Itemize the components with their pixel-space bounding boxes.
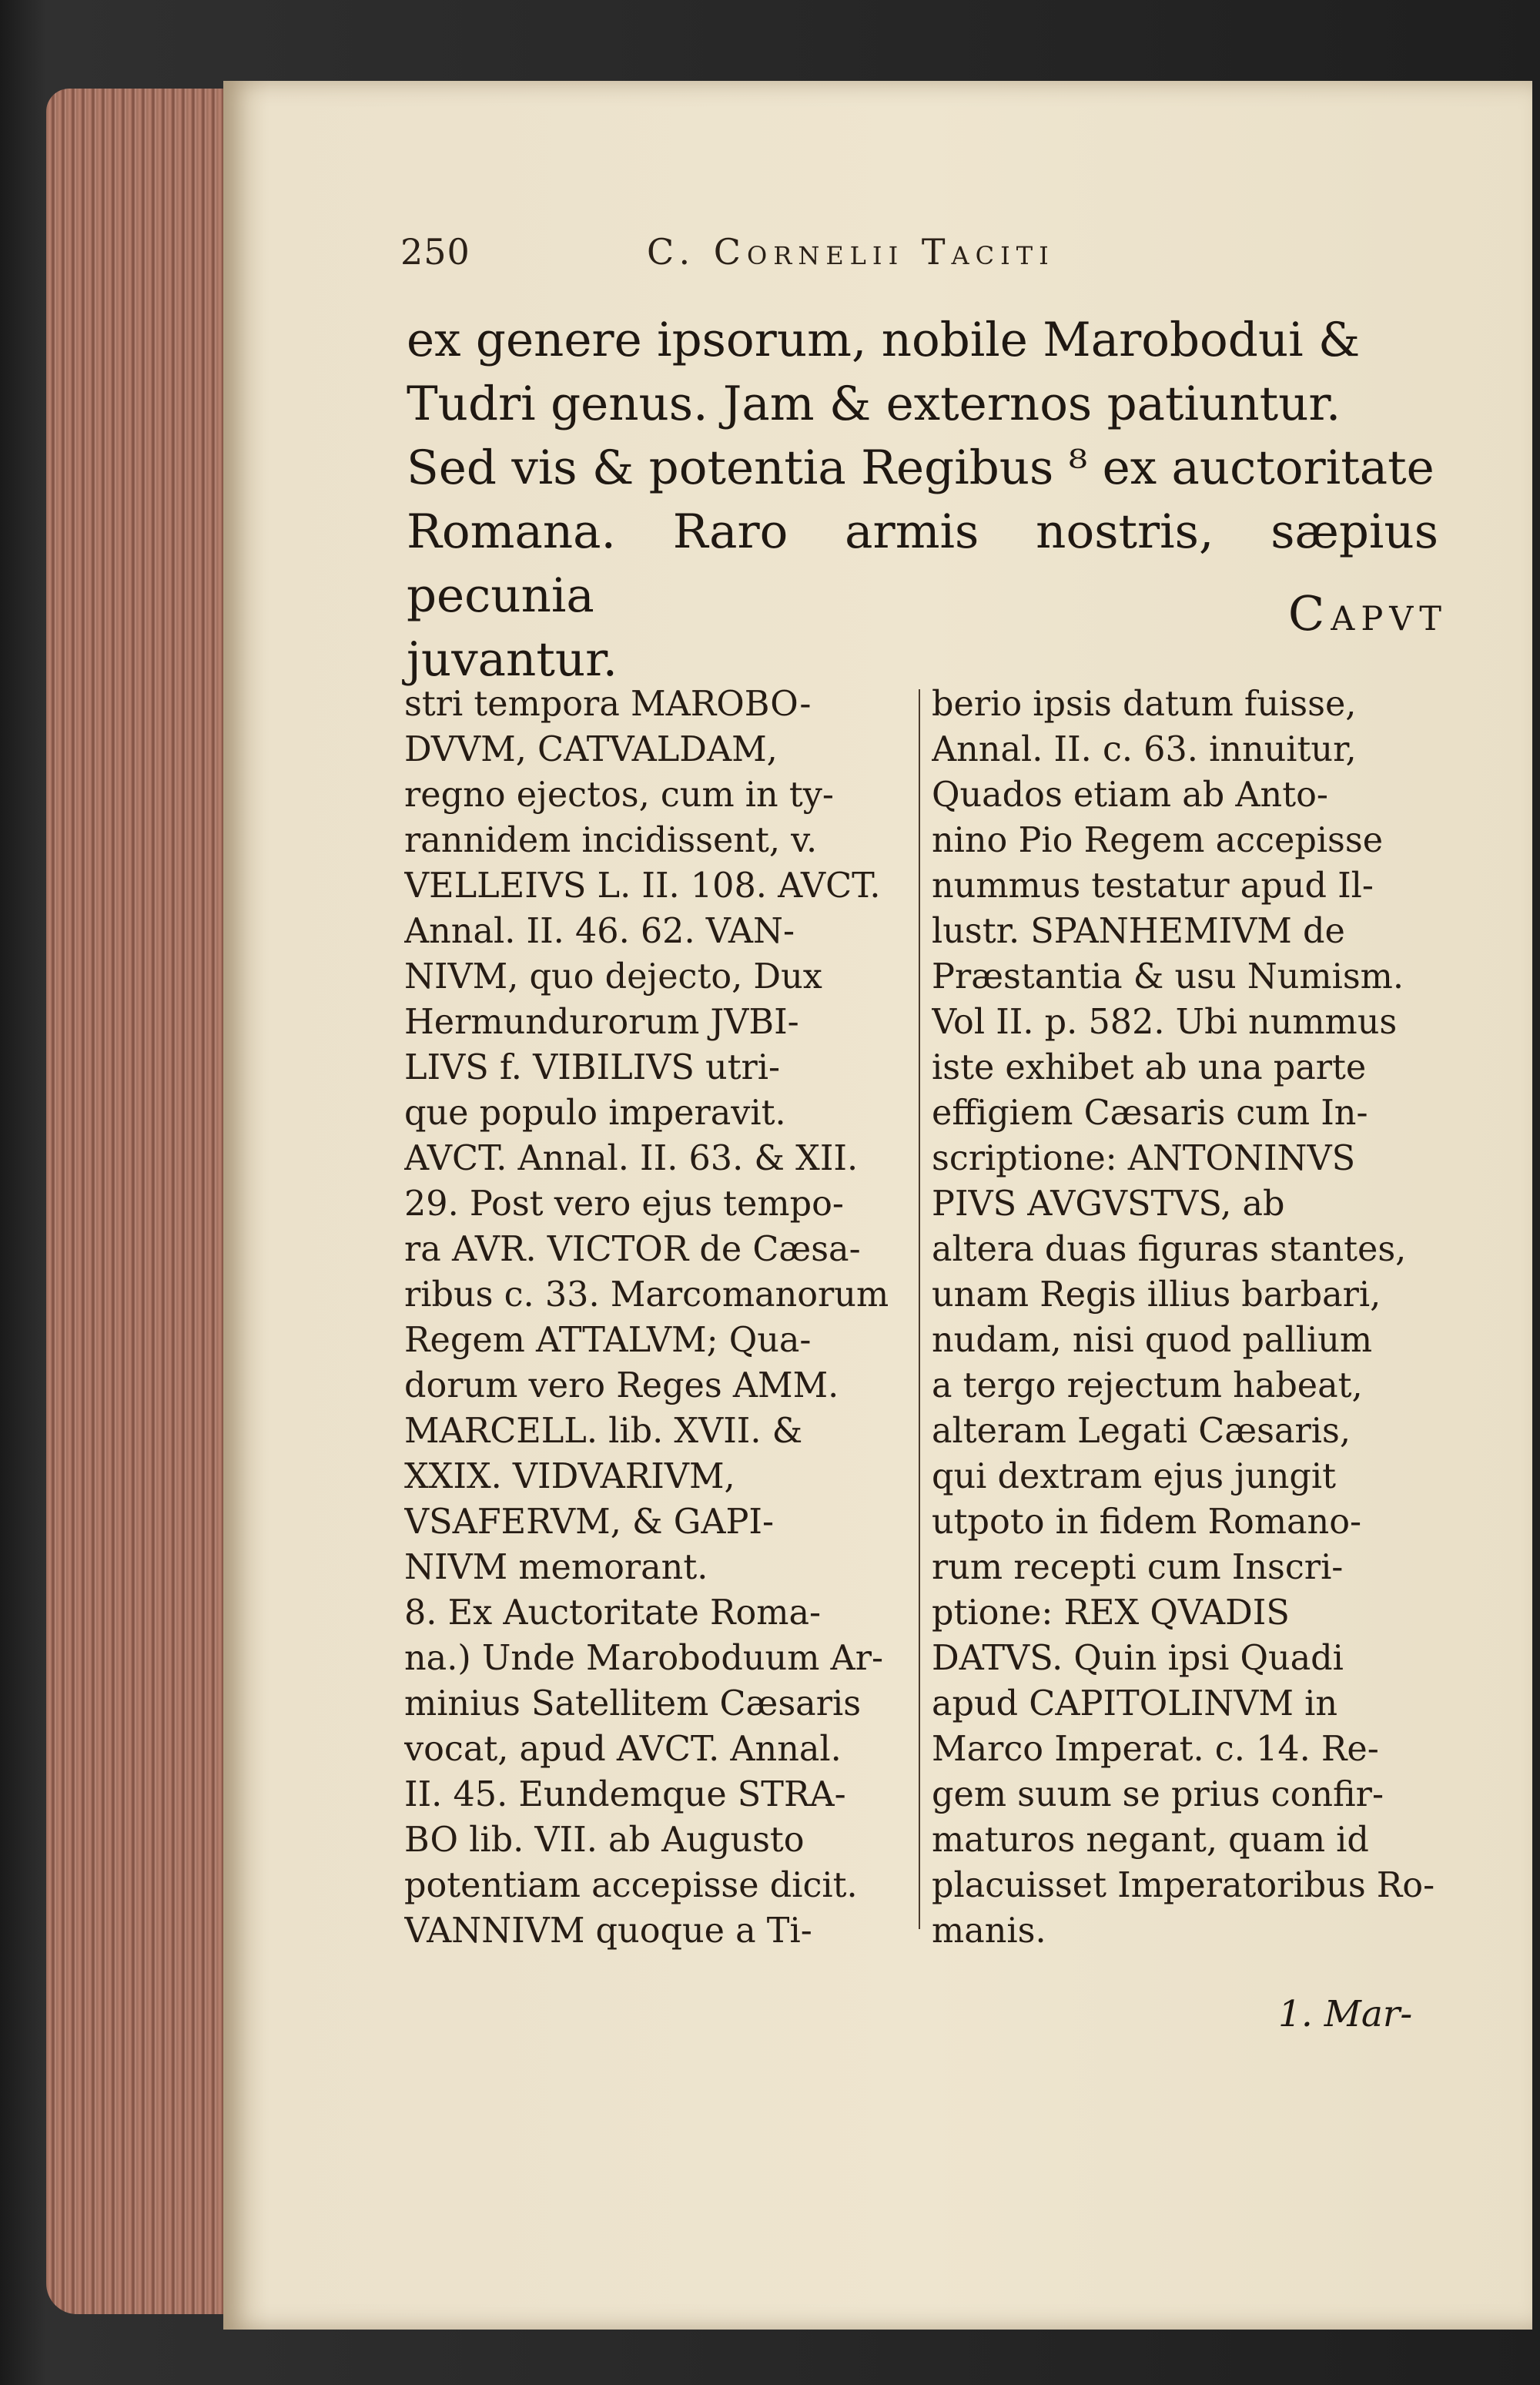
note-line: MARCELL. lib. XVII. & — [404, 1412, 803, 1451]
note-line: NIVM memorant. — [404, 1548, 708, 1587]
note-line: Regem ATTALVM; Qua- — [404, 1321, 812, 1360]
note-line: vocat, apud AVCT. Annal. — [404, 1730, 842, 1769]
note-line: utpoto in fidem Romano- — [932, 1502, 1362, 1542]
note-line: a tergo rejectum habeat, — [932, 1366, 1363, 1405]
catchword: 1. Mar- — [1278, 1993, 1413, 2035]
note-line: ra AVR. VICTOR de Cæsa- — [404, 1230, 861, 1269]
note-line: stri tempora MAROBO- — [404, 685, 812, 724]
note-line: gem suum se prius confir- — [932, 1775, 1384, 1814]
note-line: rum recepti cum Inscri- — [932, 1548, 1344, 1587]
note-line: Quados etiam ab Anto- — [932, 775, 1328, 815]
note-line: Hermundurorum JVBI- — [404, 1003, 799, 1042]
note-line: nudam, nisi quod pallium — [932, 1321, 1373, 1360]
section-heading: Capvt — [1287, 585, 1448, 641]
running-title: C. Cornelii Taciti — [647, 231, 1055, 273]
note-line: nino Pio Regem accepisse — [932, 821, 1384, 860]
main-line: Tudri genus. Jam & externos patiuntur. — [407, 377, 1341, 431]
main-line: juvantur. — [407, 632, 618, 687]
column-divider — [919, 689, 920, 1929]
note-line: scriptione: ANTONINVS — [932, 1139, 1356, 1178]
note-line: PIVS AVGVSTVS, ab — [932, 1184, 1285, 1224]
page-number: 250 — [400, 231, 470, 273]
note-line: unam Regis illius barbari, — [932, 1275, 1381, 1315]
note-line: Vol II. p. 582. Ubi nummus — [932, 1003, 1398, 1042]
note-line: maturos negant, quam id — [932, 1821, 1369, 1860]
main-line: Sed vis & potentia Regibus ⁸ ex auctoritate — [407, 440, 1435, 495]
note-line: nummus testatur apud Il- — [932, 866, 1374, 906]
note-line: apud CAPITOLINVM in — [932, 1684, 1337, 1723]
note-line: Marco Imperat. c. 14. Re- — [932, 1730, 1379, 1769]
note-line: BO lib. VII. ab Augusto — [404, 1821, 805, 1860]
footnotes — [404, 682, 1436, 1951]
note-line: manis. — [932, 1911, 1046, 1951]
main-line: ex genere ipsorum, nobile Marobodui & — [407, 313, 1361, 367]
note-line: VSAFERVM, & GAPI- — [404, 1502, 775, 1542]
main-line: Romana. Raro armis nostris, sæpius pecunia — [407, 504, 1438, 623]
note-line: que populo imperavit. — [404, 1094, 786, 1133]
note-line: ribus c. 33. Marcomanorum — [404, 1275, 889, 1315]
note-line: XXIX. VIDVARIVM, — [404, 1457, 735, 1496]
note-line: berio ipsis datum fuisse, — [932, 685, 1357, 724]
running-head — [400, 231, 1463, 277]
note-line: rannidem incidissent, v. — [404, 821, 818, 860]
note-line: ptione: REX QVADIS — [932, 1593, 1290, 1633]
page-edges — [46, 89, 239, 2314]
note-line: 29. Post vero ejus tempo- — [404, 1184, 844, 1224]
note-line: VELLEIVS L. II. 108. AVCT. — [404, 866, 881, 906]
note-line: alteram Legati Cæsaris, — [932, 1412, 1351, 1451]
note-line: potentiam accepisse dicit. — [404, 1866, 858, 1905]
note-line: DATVS. Quin ipsi Quadi — [932, 1639, 1344, 1678]
note-line: altera duas figuras stantes, — [932, 1230, 1407, 1269]
notes-right-column — [932, 682, 1436, 1954]
note-line: regno ejectos, cum in ty- — [404, 775, 834, 815]
note-line: dorum vero Reges AMM. — [404, 1366, 839, 1405]
note-line: 8. Ex Auctoritate Roma- — [404, 1593, 822, 1633]
note-line: minius Satellitem Cæsaris — [404, 1684, 862, 1723]
note-line: Annal. II. 46. 62. VAN- — [404, 912, 795, 951]
notes-left-column — [404, 682, 905, 1954]
note-line: Annal. II. c. 63. innuitur, — [932, 730, 1357, 769]
note-line: effigiem Cæsaris cum In- — [932, 1094, 1368, 1133]
note-line: qui dextram ejus jungit — [932, 1457, 1336, 1496]
note-line: VANNIVM quoque a Ti- — [404, 1911, 812, 1951]
note-line: Præstantia & usu Numism. — [932, 957, 1404, 997]
note-line: iste exhibet ab una parte — [932, 1048, 1367, 1087]
note-line: placuisset Imperatoribus Ro- — [932, 1866, 1435, 1905]
note-line: lustr. SPANHEMIVM de — [932, 912, 1345, 951]
note-line: LIVS f. VIBILIVS utri- — [404, 1048, 781, 1087]
note-line: II. 45. Eundemque STRA- — [404, 1775, 846, 1814]
note-line: DVVM, CATVALDAM, — [404, 730, 778, 769]
note-line: AVCT. Annal. II. 63. & XII. — [404, 1139, 859, 1178]
note-line: NIVM, quo dejecto, Dux — [404, 957, 822, 997]
note-line: na.) Unde Maroboduum Ar- — [404, 1639, 884, 1678]
